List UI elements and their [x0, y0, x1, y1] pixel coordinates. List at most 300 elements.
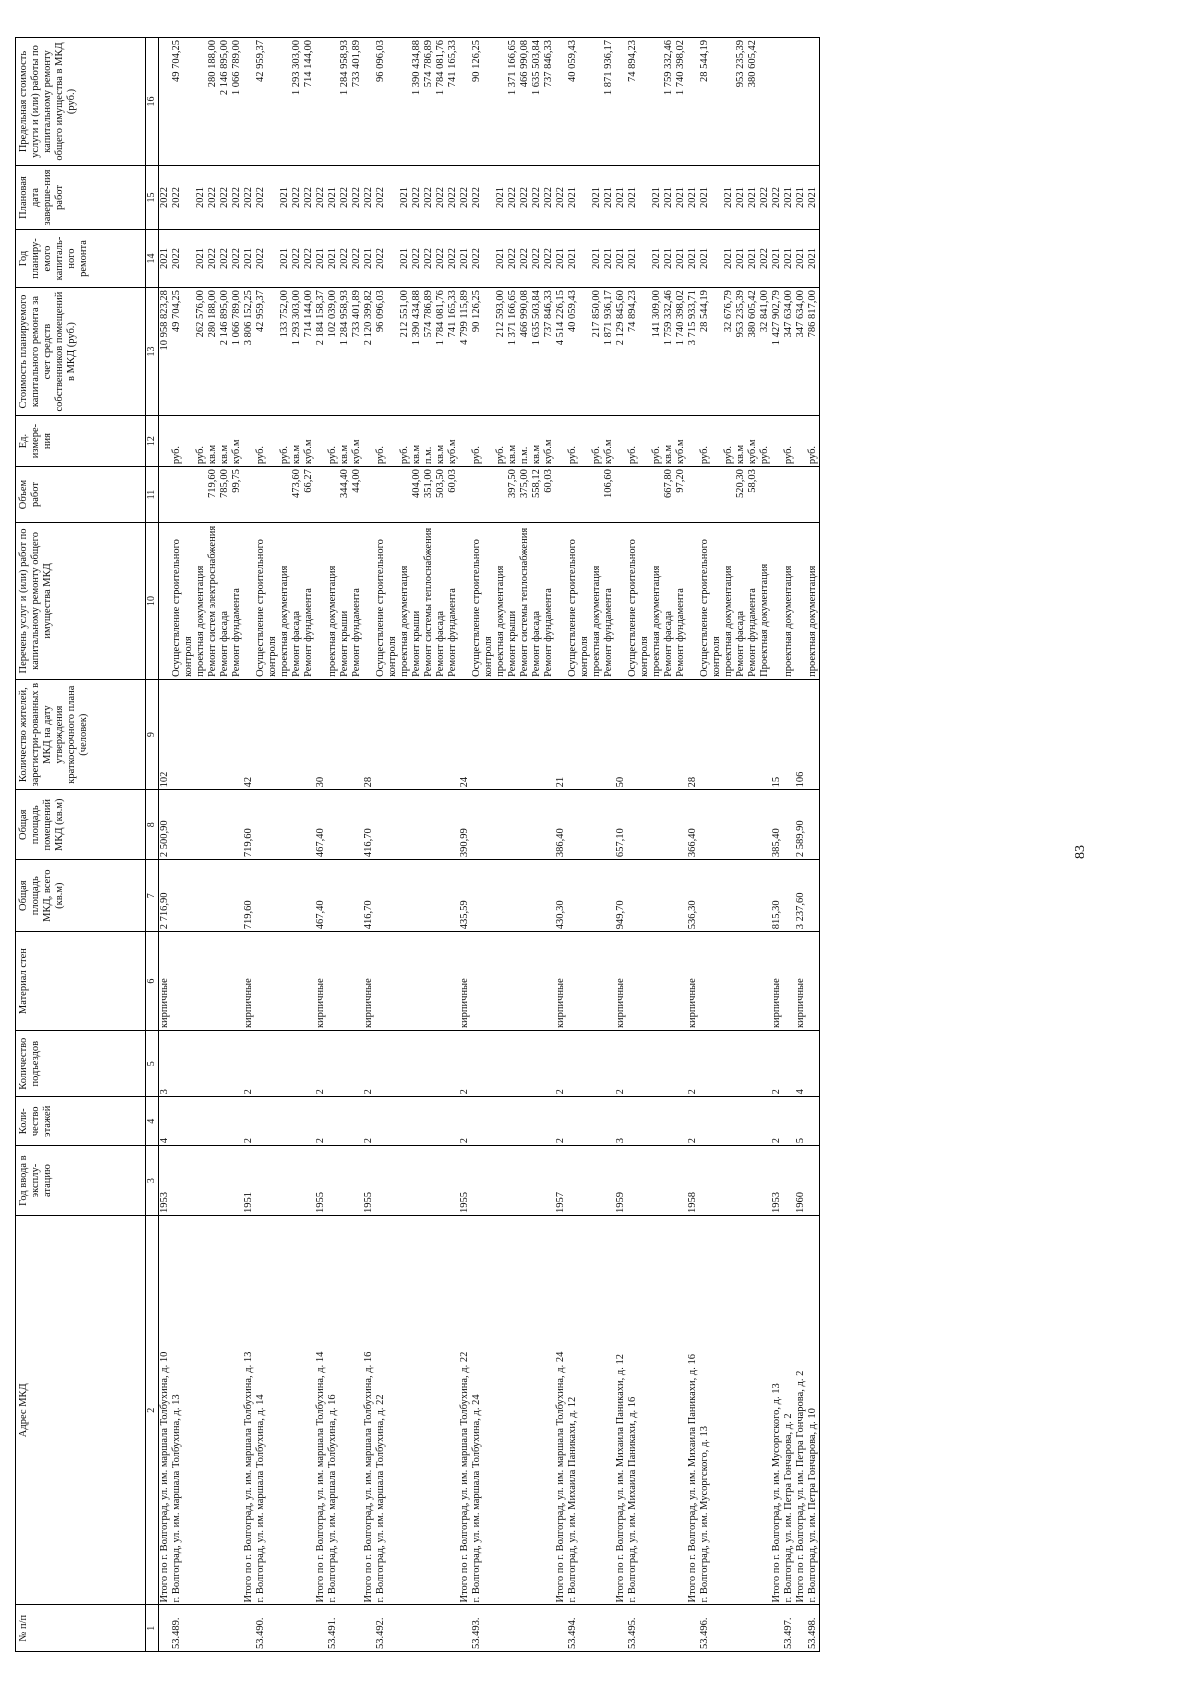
table-cell: куб.м: [351, 415, 363, 466]
table-cell: [615, 522, 627, 679]
table-cell: 1955: [363, 1146, 375, 1216]
table-cell: [255, 860, 279, 932]
table-cell: [807, 1031, 820, 1097]
table-cell: 28: [363, 679, 375, 789]
table-cell: 2021: [747, 229, 759, 287]
table-cell: [303, 860, 315, 932]
table-cell: [519, 932, 531, 1031]
table-cell: 106,60: [603, 467, 615, 523]
table-cell: [435, 1031, 447, 1097]
column-index: 4: [146, 1097, 159, 1146]
table-cell: 2021: [495, 166, 507, 230]
table-cell: 2021: [327, 229, 339, 287]
table-cell: [591, 38, 603, 166]
table-cell: [567, 1097, 591, 1146]
table-cell: 386,40: [555, 790, 567, 860]
table-cell: [375, 790, 399, 860]
table-cell: 2: [771, 1097, 783, 1146]
table-cell: 3: [615, 1097, 627, 1146]
table-cell: [435, 1215, 447, 1605]
table-cell: Ремонт крыши: [339, 522, 351, 679]
column-index: 1: [146, 1605, 159, 1652]
table-cell: [207, 860, 219, 932]
table-row: [423, 38, 435, 1652]
table-cell: 1960: [795, 1146, 807, 1216]
table-cell: 102 039,00: [327, 288, 339, 416]
table-cell: п.м.: [519, 415, 531, 466]
table-cell: [687, 467, 699, 523]
table-cell: [303, 932, 315, 1031]
column-header: Общая площадь помещений МКД (кв.м): [16, 790, 146, 860]
table-cell: 3: [159, 1031, 172, 1097]
table-row: [699, 38, 723, 1652]
table-cell: 719,60: [243, 860, 255, 932]
column-header: Ед. измере-ния: [16, 415, 146, 466]
table-cell: [783, 679, 795, 789]
table-cell: [543, 679, 555, 789]
table-cell: [591, 1605, 603, 1652]
table-cell: 2021: [783, 229, 795, 287]
table-cell: [699, 1146, 723, 1216]
table-cell: 66,27: [303, 467, 315, 523]
table-cell: [327, 860, 339, 932]
table-cell: [375, 932, 399, 1031]
column-index: 16: [146, 38, 159, 166]
table-cell: [291, 790, 303, 860]
table-cell: [351, 1031, 363, 1097]
table-cell: [603, 790, 615, 860]
table-cell: [627, 1097, 651, 1146]
table-cell: руб.: [375, 415, 399, 466]
table-cell: 2022: [375, 229, 399, 287]
table-cell: [723, 1031, 735, 1097]
table-cell: [675, 1031, 687, 1097]
table-cell: [807, 790, 820, 860]
table-row: [303, 38, 315, 1652]
table-cell: руб.: [279, 415, 291, 466]
table-cell: [723, 1215, 735, 1605]
table-cell: [627, 860, 651, 932]
table-cell: [495, 38, 507, 166]
table-cell: проектная документация: [807, 522, 820, 679]
table-cell: 2021: [555, 229, 567, 287]
column-header: Год планиру-емого капиталь-ного ремонта: [16, 229, 146, 287]
table-cell: [411, 932, 423, 1031]
table-cell: 2021: [687, 229, 699, 287]
table-cell: [567, 932, 591, 1031]
table-cell: [399, 467, 411, 523]
table-cell: [279, 1031, 291, 1097]
table-row: [399, 38, 411, 1652]
table-cell: [735, 1031, 747, 1097]
table-cell: 3 806 152,25: [243, 288, 255, 416]
table-cell: Ремонт фундамента: [603, 522, 615, 679]
table-cell: [531, 932, 543, 1031]
table-cell: [675, 790, 687, 860]
table-cell: [747, 1146, 759, 1216]
table-cell: [291, 1031, 303, 1097]
table-cell: 74 894,23: [627, 38, 651, 166]
table-row: [663, 38, 675, 1652]
table-cell: 2022: [351, 229, 363, 287]
table-cell: 133 752,00: [279, 288, 291, 416]
table-cell: [507, 1605, 519, 1652]
table-cell: 2021: [783, 166, 795, 230]
table-cell: [171, 679, 195, 789]
table-cell: [171, 860, 195, 932]
table-cell: [303, 679, 315, 789]
table-cell: [507, 1146, 519, 1216]
table-cell: [519, 1031, 531, 1097]
table-cell: кв.м: [663, 415, 675, 466]
table-cell: [747, 1097, 759, 1146]
table-cell: [591, 860, 603, 932]
table-cell: [663, 860, 675, 932]
table-cell: 2 184 158,37: [315, 288, 327, 416]
table-cell: г. Волгоград, ул. им. Петра Гончарова, д. 2: [783, 1215, 795, 1605]
table-cell: 44,00: [351, 467, 363, 523]
table-cell: 280 188,00: [207, 38, 219, 166]
table-cell: 1 759 332,46: [663, 38, 675, 166]
table-cell: [435, 1605, 447, 1652]
table-cell: 2021: [591, 166, 603, 230]
table-cell: проектная документация: [651, 522, 663, 679]
table-cell: 347 634,00: [783, 288, 795, 416]
table-cell: [195, 1605, 207, 1652]
table-cell: [651, 790, 663, 860]
table-cell: [807, 38, 820, 166]
table-cell: 2021: [663, 166, 675, 230]
table-cell: 2022: [303, 229, 315, 287]
table-cell: 2022: [759, 229, 771, 287]
table-cell: 1 390 434,88: [411, 288, 423, 416]
table-cell: 2021: [363, 229, 375, 287]
table-cell: 4 799 115,89: [459, 288, 471, 416]
table-cell: Осуществление строительного контроля: [567, 522, 591, 679]
table-cell: 2022: [171, 166, 195, 230]
table-cell: 2021: [279, 166, 291, 230]
table-cell: куб.м: [603, 415, 615, 466]
table-cell: 2021: [687, 166, 699, 230]
table-cell: проектная документация: [195, 522, 207, 679]
table-cell: [651, 932, 663, 1031]
table-cell: 60,03: [447, 467, 459, 523]
table-cell: 2021: [675, 166, 687, 230]
table-cell: г. Волгоград, ул. им. Мусоргского, д. 13: [699, 1215, 723, 1605]
table-cell: [735, 1097, 747, 1146]
table-cell: Осуществление строительного контроля: [171, 522, 195, 679]
table-cell: [531, 679, 543, 789]
table-cell: [447, 1097, 459, 1146]
table-cell: [507, 932, 519, 1031]
table-cell: 2: [315, 1031, 327, 1097]
table-cell: 1 371 166,65: [507, 288, 519, 416]
table-row: [615, 38, 627, 1652]
table-cell: 1955: [315, 1146, 327, 1216]
table-cell: 32 841,00: [759, 288, 771, 416]
table-row: [675, 38, 687, 1652]
table-cell: [375, 467, 399, 523]
table-cell: г. Волгоград, ул. им. маршала Толбухина, д. 14: [255, 1215, 279, 1605]
table-cell: [555, 415, 567, 466]
table-cell: [255, 1097, 279, 1146]
table-cell: [663, 1097, 675, 1146]
table-cell: руб.: [759, 415, 771, 466]
table-cell: 2022: [339, 166, 351, 230]
table-cell: [279, 932, 291, 1031]
table-cell: [375, 1031, 399, 1097]
table-cell: 2021: [663, 229, 675, 287]
table-cell: [255, 1146, 279, 1216]
column-header: Перечень услуг и (или) работ по капитальному ремонту общего имущества МКД: [16, 522, 146, 679]
table-cell: 2022: [519, 166, 531, 230]
table-cell: 53.497.: [783, 1605, 795, 1652]
table-cell: [471, 467, 495, 523]
table-cell: руб.: [723, 415, 735, 466]
table-cell: 466 990,08: [519, 288, 531, 416]
table-row: [291, 38, 303, 1652]
table-cell: 2 716,90: [159, 860, 172, 932]
table-cell: 2022: [255, 166, 279, 230]
table-cell: [759, 1097, 771, 1146]
table-cell: 714 144,00: [303, 288, 315, 416]
table-cell: 2 500,90: [159, 790, 172, 860]
table-cell: 212 551,00: [399, 288, 411, 416]
table-cell: [399, 790, 411, 860]
table-cell: [495, 1215, 507, 1605]
table-cell: [699, 1031, 723, 1097]
table-cell: 2021: [399, 166, 411, 230]
table-cell: 1 284 958,93: [339, 288, 351, 416]
table-cell: [627, 932, 651, 1031]
table-cell: [555, 1605, 567, 1652]
table-cell: [255, 467, 279, 523]
table-cell: Проектная документация: [759, 522, 771, 679]
table-cell: [699, 860, 723, 932]
column-header: Количество жителей, зарегистри-рованных в МКД на дату утверждения краткосрочного плана (человек): [16, 679, 146, 789]
table-cell: Итого по г. Волгоград, ул. им. Михаила Паникахи, д. 16: [687, 1215, 699, 1605]
table-cell: [771, 1605, 783, 1652]
table-cell: [159, 467, 172, 523]
table-cell: [279, 1146, 291, 1216]
table-cell: кирпичные: [771, 932, 783, 1031]
table-cell: [651, 679, 663, 789]
table-cell: [207, 1031, 219, 1097]
table-row: [807, 38, 820, 1652]
table-cell: 2: [771, 1031, 783, 1097]
table-cell: 385,40: [771, 790, 783, 860]
table-cell: [459, 38, 471, 166]
table-cell: 4: [159, 1097, 172, 1146]
table-cell: [759, 1605, 771, 1652]
table-cell: [219, 1097, 231, 1146]
table-cell: 53.498.: [807, 1605, 820, 1652]
table-cell: [783, 1146, 795, 1216]
column-header: Предельная стоимость услуги и (или) работы по капитальному ремонту общего имущества в МКД (руб.): [16, 38, 146, 166]
table-row: [315, 38, 327, 1652]
table-cell: [231, 1215, 243, 1605]
table-cell: 2021: [723, 166, 735, 230]
table-cell: [759, 1031, 771, 1097]
table-row: [747, 38, 759, 1652]
table-cell: [231, 679, 243, 789]
table-cell: [807, 1097, 820, 1146]
table-cell: 2021: [747, 166, 759, 230]
table-cell: 32 676,79: [723, 288, 735, 416]
table-cell: [567, 679, 591, 789]
table-cell: 1 871 936,17: [603, 288, 615, 416]
table-cell: [195, 860, 207, 932]
table-cell: 558,12: [531, 467, 543, 523]
table-cell: 49 704,25: [171, 288, 195, 416]
table-cell: [591, 932, 603, 1031]
table-cell: [675, 1146, 687, 1216]
table-cell: проектная документация: [399, 522, 411, 679]
column-index-row: [146, 38, 159, 1652]
table-cell: Ремонт фасада: [219, 522, 231, 679]
table-cell: кирпичные: [363, 932, 375, 1031]
table-cell: 2021: [243, 229, 255, 287]
table-cell: Итого по г. Волгоград, ул. им. Мусоргского, д. 13: [771, 1215, 783, 1605]
table-cell: [243, 522, 255, 679]
table-cell: 1953: [159, 1146, 172, 1216]
table-cell: [603, 1605, 615, 1652]
table-cell: 3 237,60: [795, 860, 807, 932]
table-cell: [663, 1605, 675, 1652]
table-cell: [531, 1031, 543, 1097]
table-cell: 5: [795, 1097, 807, 1146]
table-cell: кирпичные: [159, 932, 172, 1031]
column-header: Объем работ: [16, 467, 146, 523]
table-cell: 503,50: [435, 467, 447, 523]
table-cell: [687, 38, 699, 166]
table-cell: Ремонт фасада: [435, 522, 447, 679]
table-cell: кирпичные: [687, 932, 699, 1031]
table-cell: [495, 932, 507, 1031]
table-cell: [423, 679, 435, 789]
table-cell: Ремонт фасада: [735, 522, 747, 679]
table-cell: [783, 467, 795, 523]
table-cell: 2022: [423, 229, 435, 287]
table-cell: [531, 1605, 543, 1652]
table-body: [159, 38, 820, 1652]
table-cell: [171, 932, 195, 1031]
column-header: № п/п: [16, 1605, 146, 1652]
table-cell: [651, 38, 663, 166]
table-cell: [315, 415, 327, 466]
table-cell: Ремонт фасада: [291, 522, 303, 679]
table-cell: [795, 1605, 807, 1652]
table-cell: [255, 679, 279, 789]
table-cell: 344,40: [339, 467, 351, 523]
table-cell: [315, 1605, 327, 1652]
table-cell: 2022: [543, 229, 555, 287]
table-cell: [303, 1097, 315, 1146]
table-cell: [195, 1097, 207, 1146]
table-cell: 351,00: [423, 467, 435, 523]
table-cell: [303, 790, 315, 860]
table-cell: [687, 1605, 699, 1652]
table-cell: [747, 1605, 759, 1652]
table-row: [279, 38, 291, 1652]
table-cell: 2022: [459, 166, 471, 230]
column-header: Коли-чество этажей: [16, 1097, 146, 1146]
table-cell: [591, 1146, 603, 1216]
table-cell: куб.м: [675, 415, 687, 466]
column-index: 9: [146, 679, 159, 789]
table-cell: 96 096,03: [375, 38, 399, 166]
table-row: [759, 38, 771, 1652]
table-cell: п.м.: [423, 415, 435, 466]
table-cell: [195, 1215, 207, 1605]
table-cell: [543, 1605, 555, 1652]
column-header: Количество подъездов: [16, 1031, 146, 1097]
table-cell: 2022: [231, 229, 243, 287]
table-cell: [159, 38, 172, 166]
table-cell: [663, 1215, 675, 1605]
table-cell: 737 846,33: [543, 38, 555, 166]
table-cell: [195, 38, 207, 166]
table-cell: [663, 932, 675, 1031]
table-cell: 21: [555, 679, 567, 789]
table-cell: [627, 467, 651, 523]
table-cell: [219, 932, 231, 1031]
table-cell: 2021: [699, 166, 723, 230]
table-cell: 785,00: [219, 467, 231, 523]
table-cell: 1 066 789,00: [231, 38, 243, 166]
table-cell: Ремонт крыши: [411, 522, 423, 679]
table-cell: 953 235,39: [735, 38, 747, 166]
table-cell: [783, 38, 795, 166]
table-cell: 1951: [243, 1146, 255, 1216]
table-cell: Ремонт крыши: [507, 522, 519, 679]
table-cell: [411, 1031, 423, 1097]
table-cell: [327, 38, 339, 166]
table-cell: 2021: [459, 229, 471, 287]
table-cell: [795, 467, 807, 523]
table-cell: 2: [687, 1097, 699, 1146]
table-cell: 53.492.: [375, 1605, 399, 1652]
table-cell: руб.: [171, 415, 195, 466]
table-row: [447, 38, 459, 1652]
table-cell: [735, 1605, 747, 1652]
table-cell: [507, 679, 519, 789]
table-cell: [519, 1146, 531, 1216]
table-cell: [291, 1097, 303, 1146]
table-cell: 2021: [399, 229, 411, 287]
table-cell: 2: [243, 1031, 255, 1097]
table-cell: проектная документация: [591, 522, 603, 679]
table-cell: [783, 1031, 795, 1097]
table-cell: [327, 679, 339, 789]
table-row: [435, 38, 447, 1652]
table-cell: 4: [795, 1031, 807, 1097]
table-cell: [339, 790, 351, 860]
table-cell: [435, 1146, 447, 1216]
table-cell: [531, 1097, 543, 1146]
table-cell: [747, 1215, 759, 1605]
table-cell: 2021: [495, 229, 507, 287]
table-row: [327, 38, 339, 1652]
table-cell: 2: [555, 1031, 567, 1097]
table-cell: 2021: [567, 229, 591, 287]
table-cell: 2022: [171, 229, 195, 287]
table-cell: 2021: [735, 166, 747, 230]
table-cell: 2: [363, 1097, 375, 1146]
table-cell: [735, 1215, 747, 1605]
table-cell: [399, 932, 411, 1031]
table-cell: [591, 1031, 603, 1097]
